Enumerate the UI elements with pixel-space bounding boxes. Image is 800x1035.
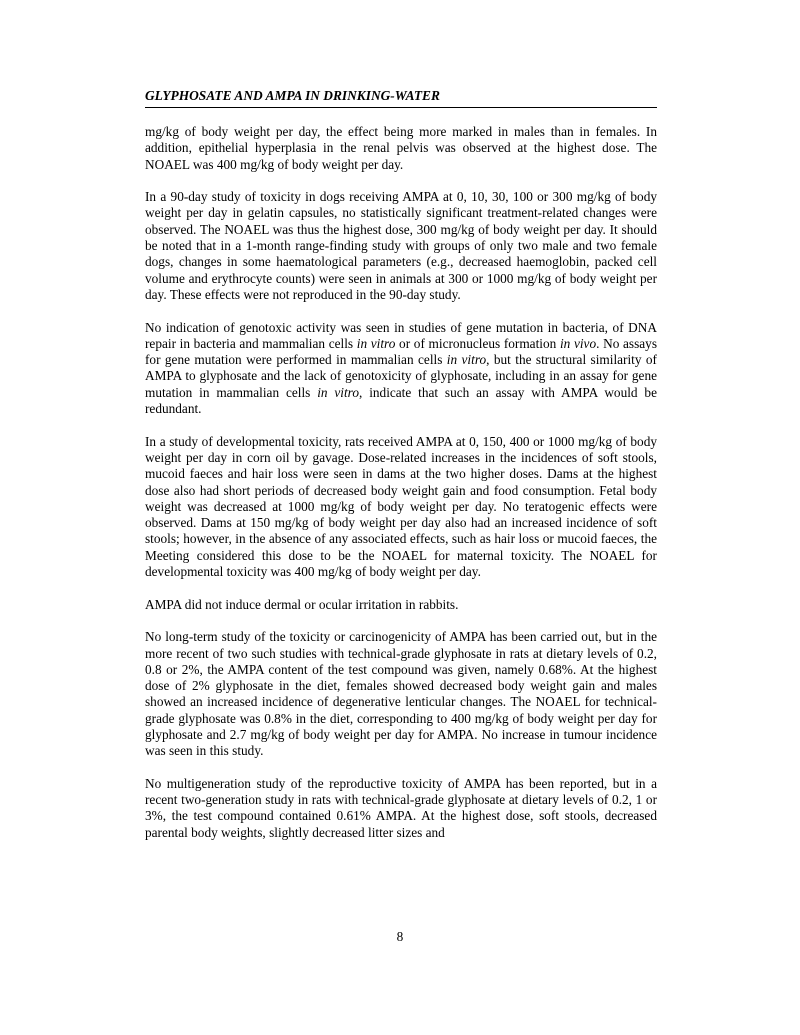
paragraph: No long-term study of the toxicity or carcinogenicity of AMPA has been carried out, but in the more recent of two such studies with technical-grade glyphosate in rats at dietary levels of 0.2, 0.8 or 2%, the AMPA content of the test compound was given, namely 0.68%. At the highest dose of 2% glyphosate in the diet, females showed decreased body weight gain and males showed an increased incidence of degenerative lenticular changes. The NOAEL for technical-grade glyphosate was 0.8% in the diet, corresponding to 400 mg/kg of body weight per day for glyphosate and 2.7 mg/kg of body weight per day for AMPA. No increase in tumour incidence was seen in this study.	[145, 629, 657, 759]
italic-term: in vitro	[356, 335, 396, 351]
document-body	[145, 124, 657, 857]
text-segment: , but the structural similarity of AMPA to glyphosate and the lack of genotoxicity of glyphosate, including in an assay for gene mutation in mammalian cells	[145, 352, 657, 400]
text-segment: , indicate that such an assay with AMPA would be redundant.	[145, 384, 657, 417]
page-number: 8	[396, 929, 404, 944]
italic-term: in vitro	[317, 384, 360, 400]
paragraph: No multigeneration study of the reproductive toxicity of AMPA has been reported, but in a recent two-generation study in rats with technical-grade glyphosate at dietary levels of 0.2, 1 or 3%, the test compound contained 0.61% AMPA. At the highest dose, soft stools, decreased parental body weights, slightly decreased litter sizes and	[145, 775, 657, 840]
italic-term: in vitro	[446, 352, 487, 368]
text-segment: No indication of genotoxic activity was seen in studies of gene mutation in bacteria, of DNA repair in bacteria and mammalian cells	[145, 319, 657, 351]
paragraph: AMPA did not induce dermal or ocular irritation in rabbits.	[145, 596, 459, 612]
paragraph: mg/kg of body weight per day, the effect being more marked in males than in females. In addition, epithelial hyperplasia in the renal pelvis was observed at the highest dose. The NOAEL was 400 mg/kg of body weight per day.	[145, 124, 657, 172]
paragraph: In a study of developmental toxicity, rats received AMPA at 0, 150, 400 or 1000 mg/kg of body weight per day in corn oil by gavage. Dose-related increases in the incidences of soft stools, mucoid faeces and hair loss were seen in dams at the two higher doses. Dams at the highest dose also had short periods of decreased body weight gain and food consumption. Fetal body weight was decreased at 1000 mg/kg of body weight per day. No teratogenic effects were observed. Dams at 150 mg/kg of body weight per day also had an increased incidence of soft stools; however, in the absence of any associated effects, such as hair loss or mucoid faeces, the Meeting considered this dose to be the NOAEL for maternal toxicity. The NOAEL for developmental toxicity was 400 mg/kg of body weight per day.	[145, 433, 657, 580]
text-segment: . No assays for gene mutation were performed in mammalian cells	[145, 335, 657, 368]
paragraph	[145, 320, 657, 418]
text-segment: or of micronucleus formation	[395, 335, 560, 351]
italic-term: in vivo	[559, 335, 597, 351]
paragraph: In a 90-day study of toxicity in dogs receiving AMPA at 0, 10, 30, 100 or 300 mg/kg of body weight per day in gelatin capsules, no statistically significant treatment-related changes were observed. The NOAEL was thus the highest dose, 300 mg/kg of body weight per day. It should be noted that in a 1-month range-finding study with groups of only two male and two female dogs, changes in some haematological parameters (e.g., decreased haemoglobin, packed cell volume and erythrocyte counts) were seen in animals at 300 or 1000 mg/kg of body weight per day. These effects were not reproduced in the 90-day study.	[145, 189, 657, 302]
running-header: GLYPHOSATE AND AMPA IN DRINKING-WATER	[145, 88, 657, 108]
